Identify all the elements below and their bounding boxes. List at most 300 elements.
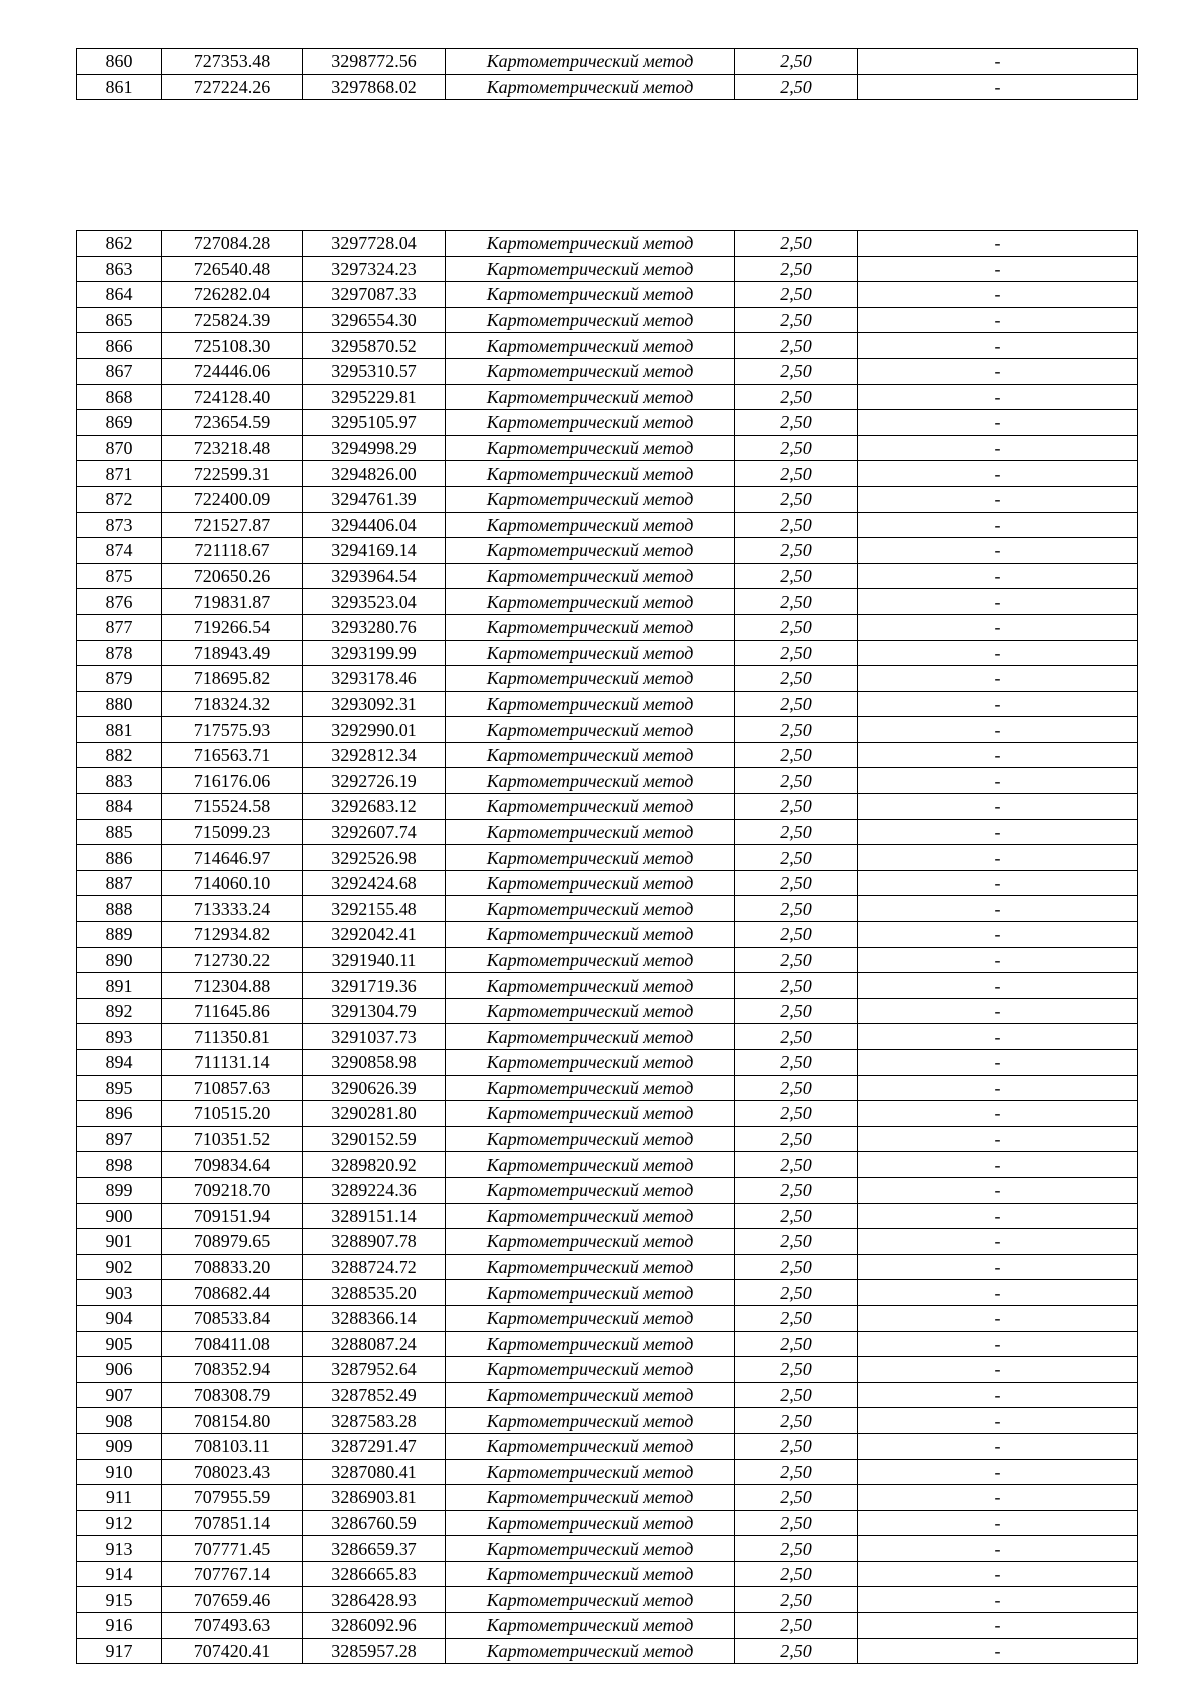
table-row	[77, 461, 1138, 487]
accuracy-cell: 2,50	[735, 691, 858, 717]
method-cell: Картометрический метод	[446, 1126, 735, 1152]
table-row	[77, 512, 1138, 538]
y-coordinate-cell: 3286760.59	[303, 1510, 446, 1536]
accuracy-cell: 2,50	[735, 1229, 858, 1255]
table-row	[77, 1254, 1138, 1280]
point-number-cell: 893	[77, 1024, 162, 1050]
point-number-cell: 888	[77, 896, 162, 922]
table-row	[77, 1305, 1138, 1331]
x-coordinate-cell: 721527.87	[162, 512, 303, 538]
x-coordinate-cell: 712934.82	[162, 922, 303, 948]
y-coordinate-cell: 3296554.30	[303, 307, 446, 333]
x-coordinate-cell: 726540.48	[162, 256, 303, 282]
note-cell: -	[858, 1050, 1138, 1076]
x-coordinate-cell: 707420.41	[162, 1638, 303, 1664]
accuracy-cell: 2,50	[735, 49, 858, 75]
table-row	[77, 870, 1138, 896]
point-number-cell: 890	[77, 947, 162, 973]
x-coordinate-cell: 712730.22	[162, 947, 303, 973]
method-cell: Картометрический метод	[446, 589, 735, 615]
accuracy-cell: 2,50	[735, 74, 858, 100]
accuracy-cell: 2,50	[735, 1561, 858, 1587]
accuracy-cell: 2,50	[735, 512, 858, 538]
x-coordinate-cell: 725824.39	[162, 307, 303, 333]
table-row	[77, 1433, 1138, 1459]
x-coordinate-cell: 716563.71	[162, 742, 303, 768]
x-coordinate-cell: 727084.28	[162, 231, 303, 257]
table-row	[77, 307, 1138, 333]
table-body	[77, 49, 1138, 100]
note-cell: -	[858, 384, 1138, 410]
accuracy-cell: 2,50	[735, 538, 858, 564]
method-cell: Картометрический метод	[446, 1536, 735, 1562]
table-row	[77, 1229, 1138, 1255]
table-row	[77, 998, 1138, 1024]
x-coordinate-cell: 708308.79	[162, 1382, 303, 1408]
accuracy-cell: 2,50	[735, 922, 858, 948]
point-number-cell: 899	[77, 1177, 162, 1203]
note-cell: -	[858, 1536, 1138, 1562]
y-coordinate-cell: 3297324.23	[303, 256, 446, 282]
method-cell: Картометрический метод	[446, 1459, 735, 1485]
x-coordinate-cell: 707955.59	[162, 1485, 303, 1511]
method-cell: Картометрический метод	[446, 231, 735, 257]
x-coordinate-cell: 724446.06	[162, 358, 303, 384]
table-row	[77, 49, 1138, 75]
accuracy-cell: 2,50	[735, 589, 858, 615]
point-number-cell: 886	[77, 845, 162, 871]
x-coordinate-cell: 708833.20	[162, 1254, 303, 1280]
point-number-cell: 883	[77, 768, 162, 794]
accuracy-cell: 2,50	[735, 998, 858, 1024]
y-coordinate-cell: 3286428.93	[303, 1587, 446, 1613]
note-cell: -	[858, 1101, 1138, 1127]
point-number-cell: 915	[77, 1587, 162, 1613]
method-cell: Картометрический метод	[446, 768, 735, 794]
method-cell: Картометрический метод	[446, 1382, 735, 1408]
method-cell: Картометрический метод	[446, 1408, 735, 1434]
accuracy-cell: 2,50	[735, 358, 858, 384]
accuracy-cell: 2,50	[735, 384, 858, 410]
point-number-cell: 871	[77, 461, 162, 487]
method-cell: Картометрический метод	[446, 358, 735, 384]
table-row	[77, 1280, 1138, 1306]
note-cell: -	[858, 1613, 1138, 1639]
table-row	[77, 1510, 1138, 1536]
x-coordinate-cell: 711131.14	[162, 1050, 303, 1076]
table-row	[77, 1536, 1138, 1562]
point-number-cell: 870	[77, 435, 162, 461]
x-coordinate-cell: 708023.43	[162, 1459, 303, 1485]
method-cell: Картометрический метод	[446, 1510, 735, 1536]
x-coordinate-cell: 714060.10	[162, 870, 303, 896]
y-coordinate-cell: 3294998.29	[303, 435, 446, 461]
note-cell: -	[858, 74, 1138, 100]
x-coordinate-cell: 707771.45	[162, 1536, 303, 1562]
point-number-cell: 898	[77, 1152, 162, 1178]
table-row	[77, 819, 1138, 845]
accuracy-cell: 2,50	[735, 717, 858, 743]
accuracy-cell: 2,50	[735, 1305, 858, 1331]
table-row	[77, 794, 1138, 820]
accuracy-cell: 2,50	[735, 1203, 858, 1229]
y-coordinate-cell: 3292526.98	[303, 845, 446, 871]
method-cell: Картометрический метод	[446, 1638, 735, 1664]
y-coordinate-cell: 3286665.83	[303, 1561, 446, 1587]
point-number-cell: 895	[77, 1075, 162, 1101]
table-row	[77, 1408, 1138, 1434]
y-coordinate-cell: 3286659.37	[303, 1536, 446, 1562]
method-cell: Картометрический метод	[446, 1254, 735, 1280]
method-cell: Картометрический метод	[446, 640, 735, 666]
x-coordinate-cell: 725108.30	[162, 333, 303, 359]
x-coordinate-cell: 708352.94	[162, 1357, 303, 1383]
accuracy-cell: 2,50	[735, 973, 858, 999]
x-coordinate-cell: 708154.80	[162, 1408, 303, 1434]
point-number-cell: 904	[77, 1305, 162, 1331]
x-coordinate-cell: 726282.04	[162, 282, 303, 308]
method-cell: Картометрический метод	[446, 538, 735, 564]
note-cell: -	[858, 1331, 1138, 1357]
note-cell: -	[858, 563, 1138, 589]
note-cell: -	[858, 1075, 1138, 1101]
y-coordinate-cell: 3293178.46	[303, 666, 446, 692]
y-coordinate-cell: 3287080.41	[303, 1459, 446, 1485]
table-body	[77, 231, 1138, 1664]
x-coordinate-cell: 707767.14	[162, 1561, 303, 1587]
method-cell: Картометрический метод	[446, 563, 735, 589]
x-coordinate-cell: 708979.65	[162, 1229, 303, 1255]
point-number-cell: 877	[77, 614, 162, 640]
method-cell: Картометрический метод	[446, 435, 735, 461]
x-coordinate-cell: 707493.63	[162, 1613, 303, 1639]
method-cell: Картометрический метод	[446, 1561, 735, 1587]
method-cell: Картометрический метод	[446, 1229, 735, 1255]
accuracy-cell: 2,50	[735, 947, 858, 973]
y-coordinate-cell: 3291304.79	[303, 998, 446, 1024]
point-number-cell: 865	[77, 307, 162, 333]
method-cell: Картометрический метод	[446, 1357, 735, 1383]
y-coordinate-cell: 3295105.97	[303, 410, 446, 436]
x-coordinate-cell: 713333.24	[162, 896, 303, 922]
table-row	[77, 1561, 1138, 1587]
accuracy-cell: 2,50	[735, 563, 858, 589]
x-coordinate-cell: 718695.82	[162, 666, 303, 692]
x-coordinate-cell: 707659.46	[162, 1587, 303, 1613]
accuracy-cell: 2,50	[735, 896, 858, 922]
note-cell: -	[858, 1485, 1138, 1511]
point-number-cell: 880	[77, 691, 162, 717]
x-coordinate-cell: 710351.52	[162, 1126, 303, 1152]
x-coordinate-cell: 709834.64	[162, 1152, 303, 1178]
note-cell: -	[858, 512, 1138, 538]
x-coordinate-cell: 719266.54	[162, 614, 303, 640]
y-coordinate-cell: 3290281.80	[303, 1101, 446, 1127]
point-number-cell: 900	[77, 1203, 162, 1229]
note-cell: -	[858, 870, 1138, 896]
y-coordinate-cell: 3292424.68	[303, 870, 446, 896]
y-coordinate-cell: 3289151.14	[303, 1203, 446, 1229]
x-coordinate-cell: 727353.48	[162, 49, 303, 75]
y-coordinate-cell: 3292726.19	[303, 768, 446, 794]
point-number-cell: 902	[77, 1254, 162, 1280]
accuracy-cell: 2,50	[735, 1177, 858, 1203]
point-number-cell: 911	[77, 1485, 162, 1511]
y-coordinate-cell: 3292042.41	[303, 922, 446, 948]
table-row	[77, 282, 1138, 308]
method-cell: Картометрический метод	[446, 461, 735, 487]
table-row	[77, 486, 1138, 512]
method-cell: Картометрический метод	[446, 384, 735, 410]
table-row	[77, 358, 1138, 384]
point-number-cell: 860	[77, 49, 162, 75]
method-cell: Картометрический метод	[446, 1587, 735, 1613]
y-coordinate-cell: 3297868.02	[303, 74, 446, 100]
note-cell: -	[858, 461, 1138, 487]
table-row	[77, 922, 1138, 948]
method-cell: Картометрический метод	[446, 333, 735, 359]
note-cell: -	[858, 922, 1138, 948]
x-coordinate-cell: 709218.70	[162, 1177, 303, 1203]
y-coordinate-cell: 3290152.59	[303, 1126, 446, 1152]
method-cell: Картометрический метод	[446, 1433, 735, 1459]
method-cell: Картометрический метод	[446, 614, 735, 640]
note-cell: -	[858, 742, 1138, 768]
note-cell: -	[858, 819, 1138, 845]
x-coordinate-cell: 710515.20	[162, 1101, 303, 1127]
note-cell: -	[858, 794, 1138, 820]
note-cell: -	[858, 845, 1138, 871]
table-row	[77, 947, 1138, 973]
y-coordinate-cell: 3291037.73	[303, 1024, 446, 1050]
note-cell: -	[858, 231, 1138, 257]
accuracy-cell: 2,50	[735, 486, 858, 512]
method-cell: Картометрический метод	[446, 1050, 735, 1076]
x-coordinate-cell: 723654.59	[162, 410, 303, 436]
y-coordinate-cell: 3289224.36	[303, 1177, 446, 1203]
accuracy-cell: 2,50	[735, 1613, 858, 1639]
x-coordinate-cell: 712304.88	[162, 973, 303, 999]
y-coordinate-cell: 3292990.01	[303, 717, 446, 743]
y-coordinate-cell: 3286903.81	[303, 1485, 446, 1511]
point-number-cell: 885	[77, 819, 162, 845]
table-row	[77, 640, 1138, 666]
y-coordinate-cell: 3295229.81	[303, 384, 446, 410]
accuracy-cell: 2,50	[735, 256, 858, 282]
table-row	[77, 563, 1138, 589]
note-cell: -	[858, 973, 1138, 999]
point-number-cell: 887	[77, 870, 162, 896]
point-number-cell: 901	[77, 1229, 162, 1255]
x-coordinate-cell: 714646.97	[162, 845, 303, 871]
note-cell: -	[858, 49, 1138, 75]
accuracy-cell: 2,50	[735, 794, 858, 820]
y-coordinate-cell: 3291719.36	[303, 973, 446, 999]
note-cell: -	[858, 1459, 1138, 1485]
point-number-cell: 874	[77, 538, 162, 564]
note-cell: -	[858, 1177, 1138, 1203]
table-row	[77, 1613, 1138, 1639]
x-coordinate-cell: 727224.26	[162, 74, 303, 100]
coordinates-table-top	[76, 48, 1138, 100]
accuracy-cell: 2,50	[735, 282, 858, 308]
table-row	[77, 384, 1138, 410]
y-coordinate-cell: 3295310.57	[303, 358, 446, 384]
accuracy-cell: 2,50	[735, 1638, 858, 1664]
accuracy-cell: 2,50	[735, 1152, 858, 1178]
y-coordinate-cell: 3295870.52	[303, 333, 446, 359]
x-coordinate-cell: 722400.09	[162, 486, 303, 512]
note-cell: -	[858, 1561, 1138, 1587]
x-coordinate-cell: 709151.94	[162, 1203, 303, 1229]
note-cell: -	[858, 1382, 1138, 1408]
x-coordinate-cell: 724128.40	[162, 384, 303, 410]
accuracy-cell: 2,50	[735, 1280, 858, 1306]
note-cell: -	[858, 1152, 1138, 1178]
table-row	[77, 691, 1138, 717]
y-coordinate-cell: 3293280.76	[303, 614, 446, 640]
point-number-cell: 903	[77, 1280, 162, 1306]
y-coordinate-cell: 3287952.64	[303, 1357, 446, 1383]
note-cell: -	[858, 1510, 1138, 1536]
note-cell: -	[858, 435, 1138, 461]
table-row	[77, 1075, 1138, 1101]
method-cell: Картометрический метод	[446, 691, 735, 717]
point-number-cell: 909	[77, 1433, 162, 1459]
table-row	[77, 1024, 1138, 1050]
y-coordinate-cell: 3288366.14	[303, 1305, 446, 1331]
accuracy-cell: 2,50	[735, 1408, 858, 1434]
note-cell: -	[858, 486, 1138, 512]
note-cell: -	[858, 1254, 1138, 1280]
method-cell: Картометрический метод	[446, 1305, 735, 1331]
point-number-cell: 872	[77, 486, 162, 512]
accuracy-cell: 2,50	[735, 1331, 858, 1357]
note-cell: -	[858, 307, 1138, 333]
note-cell: -	[858, 1587, 1138, 1613]
x-coordinate-cell: 708682.44	[162, 1280, 303, 1306]
y-coordinate-cell: 3288087.24	[303, 1331, 446, 1357]
method-cell: Картометрический метод	[446, 1280, 735, 1306]
accuracy-cell: 2,50	[735, 461, 858, 487]
y-coordinate-cell: 3289820.92	[303, 1152, 446, 1178]
accuracy-cell: 2,50	[735, 768, 858, 794]
note-cell: -	[858, 589, 1138, 615]
point-number-cell: 916	[77, 1613, 162, 1639]
table-row	[77, 1177, 1138, 1203]
table-row	[77, 74, 1138, 100]
note-cell: -	[858, 640, 1138, 666]
x-coordinate-cell: 707851.14	[162, 1510, 303, 1536]
method-cell: Картометрический метод	[446, 1101, 735, 1127]
point-number-cell: 863	[77, 256, 162, 282]
point-number-cell: 869	[77, 410, 162, 436]
note-cell: -	[858, 1024, 1138, 1050]
y-coordinate-cell: 3291940.11	[303, 947, 446, 973]
note-cell: -	[858, 1229, 1138, 1255]
y-coordinate-cell: 3290858.98	[303, 1050, 446, 1076]
x-coordinate-cell: 708533.84	[162, 1305, 303, 1331]
table-row	[77, 333, 1138, 359]
note-cell: -	[858, 1203, 1138, 1229]
method-cell: Картометрический метод	[446, 74, 735, 100]
point-number-cell: 905	[77, 1331, 162, 1357]
point-number-cell: 889	[77, 922, 162, 948]
table-row	[77, 256, 1138, 282]
point-number-cell: 897	[77, 1126, 162, 1152]
point-number-cell: 875	[77, 563, 162, 589]
table-row	[77, 666, 1138, 692]
y-coordinate-cell: 3287852.49	[303, 1382, 446, 1408]
method-cell: Картометрический метод	[446, 947, 735, 973]
accuracy-cell: 2,50	[735, 845, 858, 871]
accuracy-cell: 2,50	[735, 870, 858, 896]
accuracy-cell: 2,50	[735, 1433, 858, 1459]
table-row	[77, 717, 1138, 743]
method-cell: Картометрический метод	[446, 819, 735, 845]
note-cell: -	[858, 1305, 1138, 1331]
method-cell: Картометрический метод	[446, 973, 735, 999]
accuracy-cell: 2,50	[735, 666, 858, 692]
y-coordinate-cell: 3288724.72	[303, 1254, 446, 1280]
note-cell: -	[858, 1357, 1138, 1383]
note-cell: -	[858, 1280, 1138, 1306]
accuracy-cell: 2,50	[735, 640, 858, 666]
method-cell: Картометрический метод	[446, 896, 735, 922]
method-cell: Картометрический метод	[446, 742, 735, 768]
table-row	[77, 896, 1138, 922]
table-row	[77, 1382, 1138, 1408]
y-coordinate-cell: 3287291.47	[303, 1433, 446, 1459]
point-number-cell: 862	[77, 231, 162, 257]
note-cell: -	[858, 538, 1138, 564]
point-number-cell: 896	[77, 1101, 162, 1127]
x-coordinate-cell: 715099.23	[162, 819, 303, 845]
point-number-cell: 878	[77, 640, 162, 666]
table-row	[77, 973, 1138, 999]
method-cell: Картометрический метод	[446, 922, 735, 948]
y-coordinate-cell: 3293199.99	[303, 640, 446, 666]
x-coordinate-cell: 722599.31	[162, 461, 303, 487]
x-coordinate-cell: 716176.06	[162, 768, 303, 794]
y-coordinate-cell: 3297087.33	[303, 282, 446, 308]
method-cell: Картометрический метод	[446, 998, 735, 1024]
table-row	[77, 1485, 1138, 1511]
point-number-cell: 879	[77, 666, 162, 692]
point-number-cell: 876	[77, 589, 162, 615]
table-row	[77, 435, 1138, 461]
table-row	[77, 1587, 1138, 1613]
accuracy-cell: 2,50	[735, 307, 858, 333]
accuracy-cell: 2,50	[735, 1024, 858, 1050]
table-row	[77, 1638, 1138, 1664]
y-coordinate-cell: 3288907.78	[303, 1229, 446, 1255]
table-row	[77, 231, 1138, 257]
y-coordinate-cell: 3290626.39	[303, 1075, 446, 1101]
method-cell: Картометрический метод	[446, 1075, 735, 1101]
point-number-cell: 867	[77, 358, 162, 384]
point-number-cell: 873	[77, 512, 162, 538]
y-coordinate-cell: 3293523.04	[303, 589, 446, 615]
y-coordinate-cell: 3292155.48	[303, 896, 446, 922]
method-cell: Картометрический метод	[446, 410, 735, 436]
method-cell: Картометрический метод	[446, 282, 735, 308]
point-number-cell: 891	[77, 973, 162, 999]
x-coordinate-cell: 719831.87	[162, 589, 303, 615]
accuracy-cell: 2,50	[735, 435, 858, 461]
x-coordinate-cell: 718324.32	[162, 691, 303, 717]
table-row	[77, 768, 1138, 794]
